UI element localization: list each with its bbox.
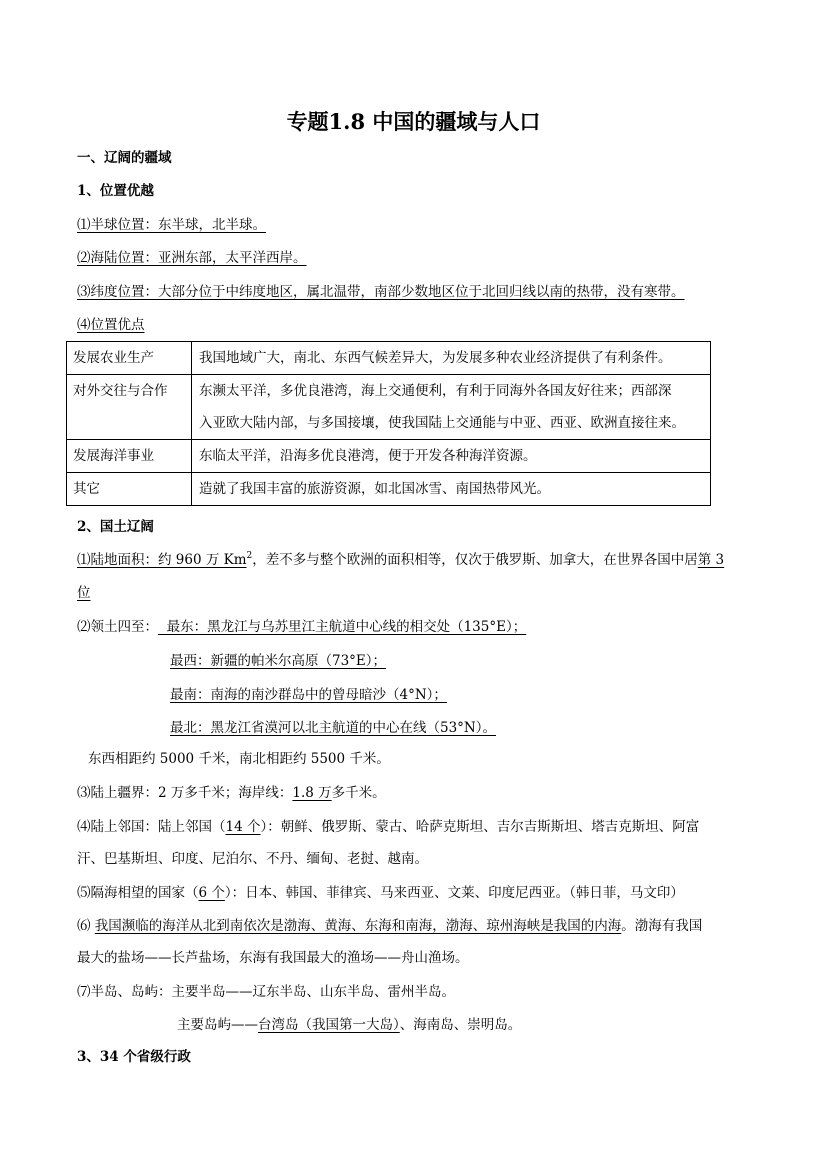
- land-area-prefix: ⑴陆地面积: [77, 552, 145, 568]
- land-area-rank: 第 3: [697, 552, 725, 568]
- land-neighbors-list: ）：朝鲜、俄罗斯、蒙古、哈萨克斯坦、吉尔吉斯斯坦、塔吉克斯坦、阿富: [260, 819, 700, 835]
- land-area-rank-cont: 位: [77, 585, 91, 601]
- land-neighbors-line2: 汗、巴基斯坦、印度、尼泊尔、不丹、缅甸、老挝、越南。: [77, 851, 428, 867]
- land-area-value: ：约 960 万 Km: [144, 552, 247, 568]
- table-cell-value: 东临太平洋，沿海多优良港湾，便于开发各种海洋资源。: [192, 440, 711, 473]
- section-heading-territory: 一、辽阔的疆域: [77, 150, 172, 166]
- islands-suffix: 、海南岛、崇明岛。: [399, 1017, 522, 1033]
- extreme-north: 最北：黑龙江省漠河以北主航道的中心在线（53°N）。: [170, 720, 496, 736]
- subheading-territory-vast: 2、国土辽阔: [77, 519, 154, 535]
- land-area-line: [77, 550, 724, 570]
- position-advantages-label: [77, 315, 145, 335]
- border-suffix: 多千米。: [331, 785, 386, 801]
- subheading-location: 1、位置优越: [77, 183, 154, 199]
- largest-island: 台湾岛（我国第一大岛）: [258, 1017, 400, 1033]
- sea-neighbors-list: ）：日本、韩国、菲律宾、马来西亚、文莱、印度尼西亚。（韩日菲，马文印）: [224, 885, 684, 901]
- seas-line2: 最大的盐场——长芦盐场，东海有我国最大的渔场——舟山渔场。: [77, 950, 469, 966]
- land-neighbors-line: [77, 817, 699, 837]
- table-cell-line: 入亚欧大陆内部，与多国接壤，使我国陆上交通能与中亚、西亚、欧洲直接往来。: [199, 415, 685, 431]
- seas-prefix: ⑹: [77, 918, 95, 934]
- table-cell-key: [67, 375, 192, 440]
- page-title: 专题1.8 中国的疆域与人口: [286, 109, 541, 134]
- islands-line: [177, 1015, 521, 1035]
- border-prefix: ⑶陆上疆界：2 万多千米；海岸线：: [77, 785, 293, 801]
- table-cell-value: 造就了我国丰富的旅游资源，如北国冰雪、南国热带风光。: [192, 473, 711, 506]
- latitude-position: ⑶纬度位置：大部分位于中纬度地区，属北温带，南部少数地区位于北回归线以南的热带，没有寒带。: [77, 284, 685, 300]
- table-cell-key: 发展农业生产: [67, 342, 192, 375]
- peninsulas-line: ⑺半岛、岛屿：主要半岛——辽东半岛、山东半岛、雷州半岛。: [77, 984, 455, 1000]
- extremes-label: ⑵领土四至：: [77, 619, 158, 635]
- table-cell-line: 东濒太平洋，多优良港湾，海上交通便利，有利于同海外各国友好往来；西部深: [199, 383, 672, 399]
- seas-order: 我国濒临的海洋从北到南依次是渤海、黄海、东海和南海，渤海、琼州海峡是我国的内海: [94, 918, 622, 934]
- sea-neighbors-count: 6 个: [198, 885, 225, 901]
- table-cell-key-text: 对外交往与合作: [73, 383, 168, 399]
- land-area-text: ，差不多与整个欧洲的面积相等，仅次于俄罗斯、加拿大，在世界各国中居: [252, 552, 698, 568]
- table-cell-value: 我国地域广大，南北、东西气候差异大，为发展多种农业经济提供了有利条件。: [192, 342, 711, 375]
- seas-suffix: 。渤海有我国: [621, 918, 703, 934]
- table-row: [67, 473, 711, 506]
- coastline-value: 1.8 万: [292, 785, 332, 801]
- table-cell-key: 发展海洋事业: [67, 440, 192, 473]
- seas-line: [77, 916, 702, 936]
- land-neighbors-count: 14 个: [225, 819, 261, 835]
- sea-neighbors-line: [77, 883, 684, 903]
- subheading-provinces: 3、34 个省级行政: [77, 1049, 191, 1065]
- advantages-table: [66, 341, 711, 506]
- table-row: [67, 342, 711, 375]
- land-neighbors-prefix: ⑷陆上邻国：陆上邻国（: [77, 819, 226, 835]
- land-sea-position: ⑵海陆位置：亚洲东部，太平洋西岸。: [77, 250, 307, 266]
- table-row: [67, 375, 711, 440]
- table-cell-value: [192, 375, 711, 440]
- extreme-east: 最东：黑龙江与乌苏里江主航道中心线的相交处（135°E）；: [158, 619, 527, 635]
- islands-prefix: 主要岛屿——: [177, 1017, 258, 1033]
- border-line: [77, 783, 386, 803]
- position-advantages-text: ⑷位置优点: [77, 317, 145, 333]
- extreme-south: 最南：南海的南沙群岛中的曾母暗沙（4°N）；: [170, 687, 447, 703]
- land-area-sup: 2: [246, 551, 253, 561]
- hemisphere-position: ⑴半球位置：东半球，北半球。: [77, 217, 266, 233]
- span-distances: 东西相距约 5000 千米，南北相距约 5500 千米。: [88, 751, 390, 767]
- table-row: [67, 440, 711, 473]
- table-cell-key: 其它: [67, 473, 192, 506]
- extreme-west: 最西：新疆的帕米尔高原（73°E）；: [170, 653, 387, 669]
- sea-neighbors-prefix: ⑸隔海相望的国家（: [77, 885, 199, 901]
- extremes-line: [77, 617, 526, 637]
